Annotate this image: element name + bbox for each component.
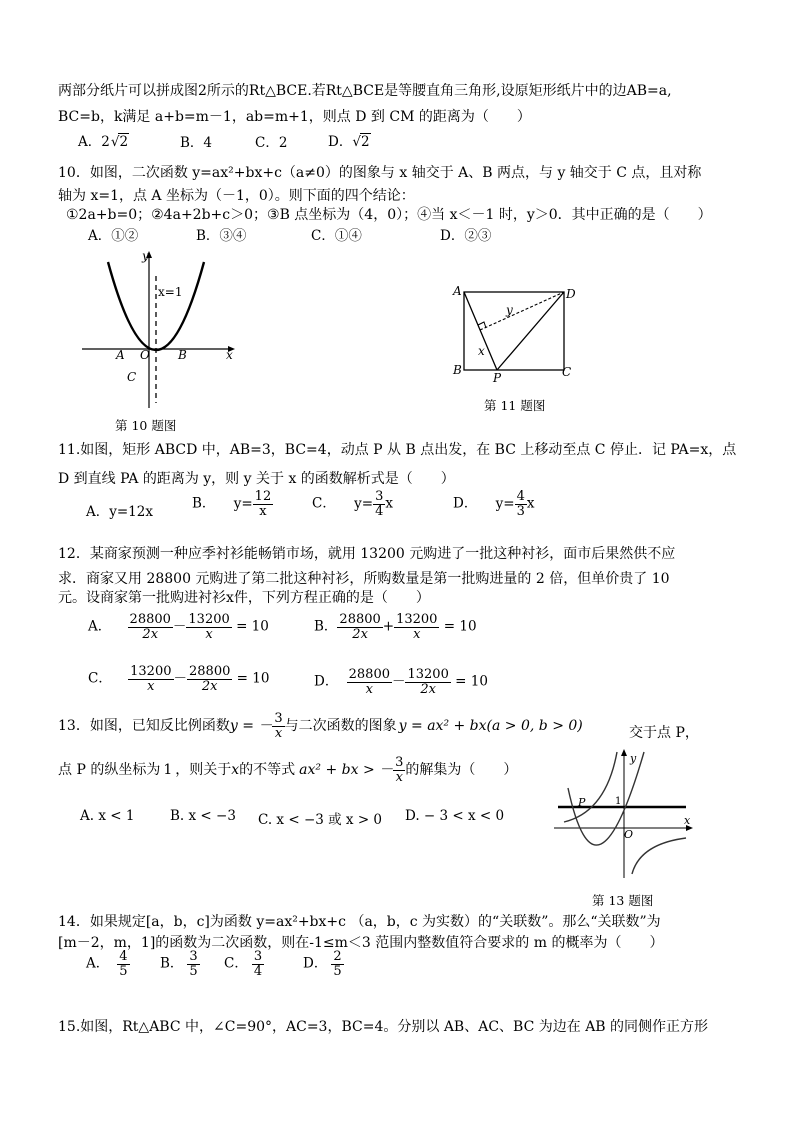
q11-label-p: P [493,371,502,383]
q11-rectangle [464,292,564,370]
q13-option-b: B. x < −3 [170,808,236,824]
q14-option-a: A． $\frac{4}{5}$ [86,949,128,979]
q10-option-c: C．①④ [311,228,362,244]
q14-line2: [m－2，m，1]的函数为二次函数，则在-1≤m＜3 范围内整数值符合要求的 m 的概率为（ ） [58,935,664,951]
q10-caption: 第 10 题图 [115,418,177,433]
q13-option-d: D. − 3 < x < 0 [405,808,505,824]
q9-line2: BC=b，k满足 a+b=m－1，ab=m+1，则点 D 到 CM 的距离为（ ） [58,109,531,125]
q10-line1: 10．如图，二次函数 y=ax²+bx+c（a≠0）的图象与 x 轴交于 A、B 两点，与 y 轴交于 C 点，且对称 [58,165,702,181]
q9-option-a: A．2√2 [78,134,129,150]
q12-option-d: D． $\frac{28800}{x}$ － $\frac{13200}{2x}$ = 10 [314,667,488,697]
q10-option-b: B．③④ [196,228,247,244]
q12-option-c: C． $\frac{13200}{x}$ － $\frac{28800}{2x}$ = 10 [88,664,270,694]
q14-option-c: C． $\frac{3}{4}$ [224,949,263,979]
q13-label-y: y [630,752,637,765]
q13-label-x: x [684,814,691,827]
q13-figure [552,748,698,880]
q10-line2: 轴为 x=1，点 A 坐标为（－1，0）。则下面的四个结论： [58,188,415,204]
q11-label-y: y [506,303,513,317]
q13-label-o: O [624,828,634,841]
q13-option-c: C. x < −3 或 x > 0 [258,812,383,828]
q10-label-a: A [116,348,125,362]
q10-figure [80,248,250,413]
q11-label-c: C [562,365,572,379]
q13-option-a: A. x < 1 [80,808,135,824]
q10-option-a: A．①② [88,228,139,244]
q13-label-p: P [578,796,586,809]
q13-line2: 点 P 的纵坐标为 1 ，则关于x的不等式 ax² + bx > － $\frac{3}{x}$ 的解集为（ ） [58,755,518,785]
q10-label-x: x [226,348,233,362]
q15-line1: 15.如图，Rt△ABC 中，∠C=90°，AC=3，BC=4。分别以 AB、AC、BC 为边在 AB 的同侧作正方形 [58,1019,709,1035]
q11-perpendicular [480,292,564,330]
q10-label-o: O [140,348,150,362]
q11-segment-ap [464,292,497,370]
q11-option-d: D． y= $\frac{4}{3}$ x [453,489,535,519]
q11-figure [452,283,582,383]
q12-line2: 求．商家又用 28800 元购进了第二批这种衬衫，所购数量是第一批购进量的 2 倍，但单价贵了 10 [58,571,670,587]
q12-option-b: B． $\frac{28800}{2x}$ + $\frac{13200}{x}$ = 10 [314,612,477,642]
q14-option-b: B． $\frac{3}{5}$ [160,949,198,979]
q10-label-y: y [142,249,149,263]
q13-y-arrow [621,749,627,756]
q13-caption: 第 13 题图 [592,893,654,908]
q11-label-x: x [478,344,485,358]
q13-hyperbola-right [632,838,686,874]
q11-label-a: A [453,284,462,298]
q11-option-b: B． y= $\frac{12}{x}$ [192,489,272,519]
q11-option-c: C． y= $\frac{3}{4}$ x [312,489,393,519]
q10-label-c: C [127,370,137,384]
q13-hyperbola-left [564,752,617,822]
q13-line1-post: 交于点 P， [629,725,699,741]
q10-label-sym: x=1 [158,285,183,299]
q11-label-b: B [453,363,462,377]
q10-label-b: B [178,348,187,362]
q9-option-c: C．2 [255,135,288,151]
q11-line2: D 到直线 PA 的距离为 y，则 y 关于 x 的函数解析式是（ ） [58,471,455,487]
q13-line1: 13．如图，已知反比例函数y = － $\frac{3}{x}$ 与二次函数的图象 y = ax² + bx(a > 0, b > 0) [58,711,583,741]
q14-line1: 14．如果规定[a，b，c]为函数 y=ax²+bx+c （a，b，c 为实数）的“关联数”。那么“关联数”为 [58,914,661,930]
q11-line1: 11.如图，矩形 ABCD 中，AB=3，BC=4，动点 P 从 B 点出发，在 BC 上移动至点 C 停止．记 PA=x，点 [58,442,737,458]
q13-label-one: 1 [615,796,622,807]
q11-option-a: A．y=12x [86,504,153,520]
q11-label-d: D [566,287,576,301]
q10-option-d: D．②③ [440,228,492,244]
q12-option-a: A． $\frac{28800}{2x}$ － $\frac{13200}{x}$ = 10 [88,612,269,642]
q11-caption: 第 11 题图 [484,398,546,413]
q9-option-b: B．4 [180,135,213,151]
q14-option-d: D． $\frac{2}{5}$ [303,949,342,979]
q10-line3: ①2a+b=0；②4a+2b+c＞0；③B 点坐标为（4，0）；④当 x＜－1 时，y＞0．其中正确的是（ ） [66,207,712,223]
q9-option-d: D．√2 [328,134,370,150]
q12-line1: 12．某商家预测一种应季衬衫能畅销市场，就用 13200 元购进了一批这种衬衫，面市后果然供不应 [58,546,676,562]
q12-line3: 元。设商家第一批购进衬衫x件，下列方程正确的是（ ） [58,590,430,606]
q9-line1: 两部分纸片可以拼成图2所示的Rt△BCE.若Rt△BCE是等腰直角三角形,设原矩形纸片中的边AB=a, [58,83,672,99]
